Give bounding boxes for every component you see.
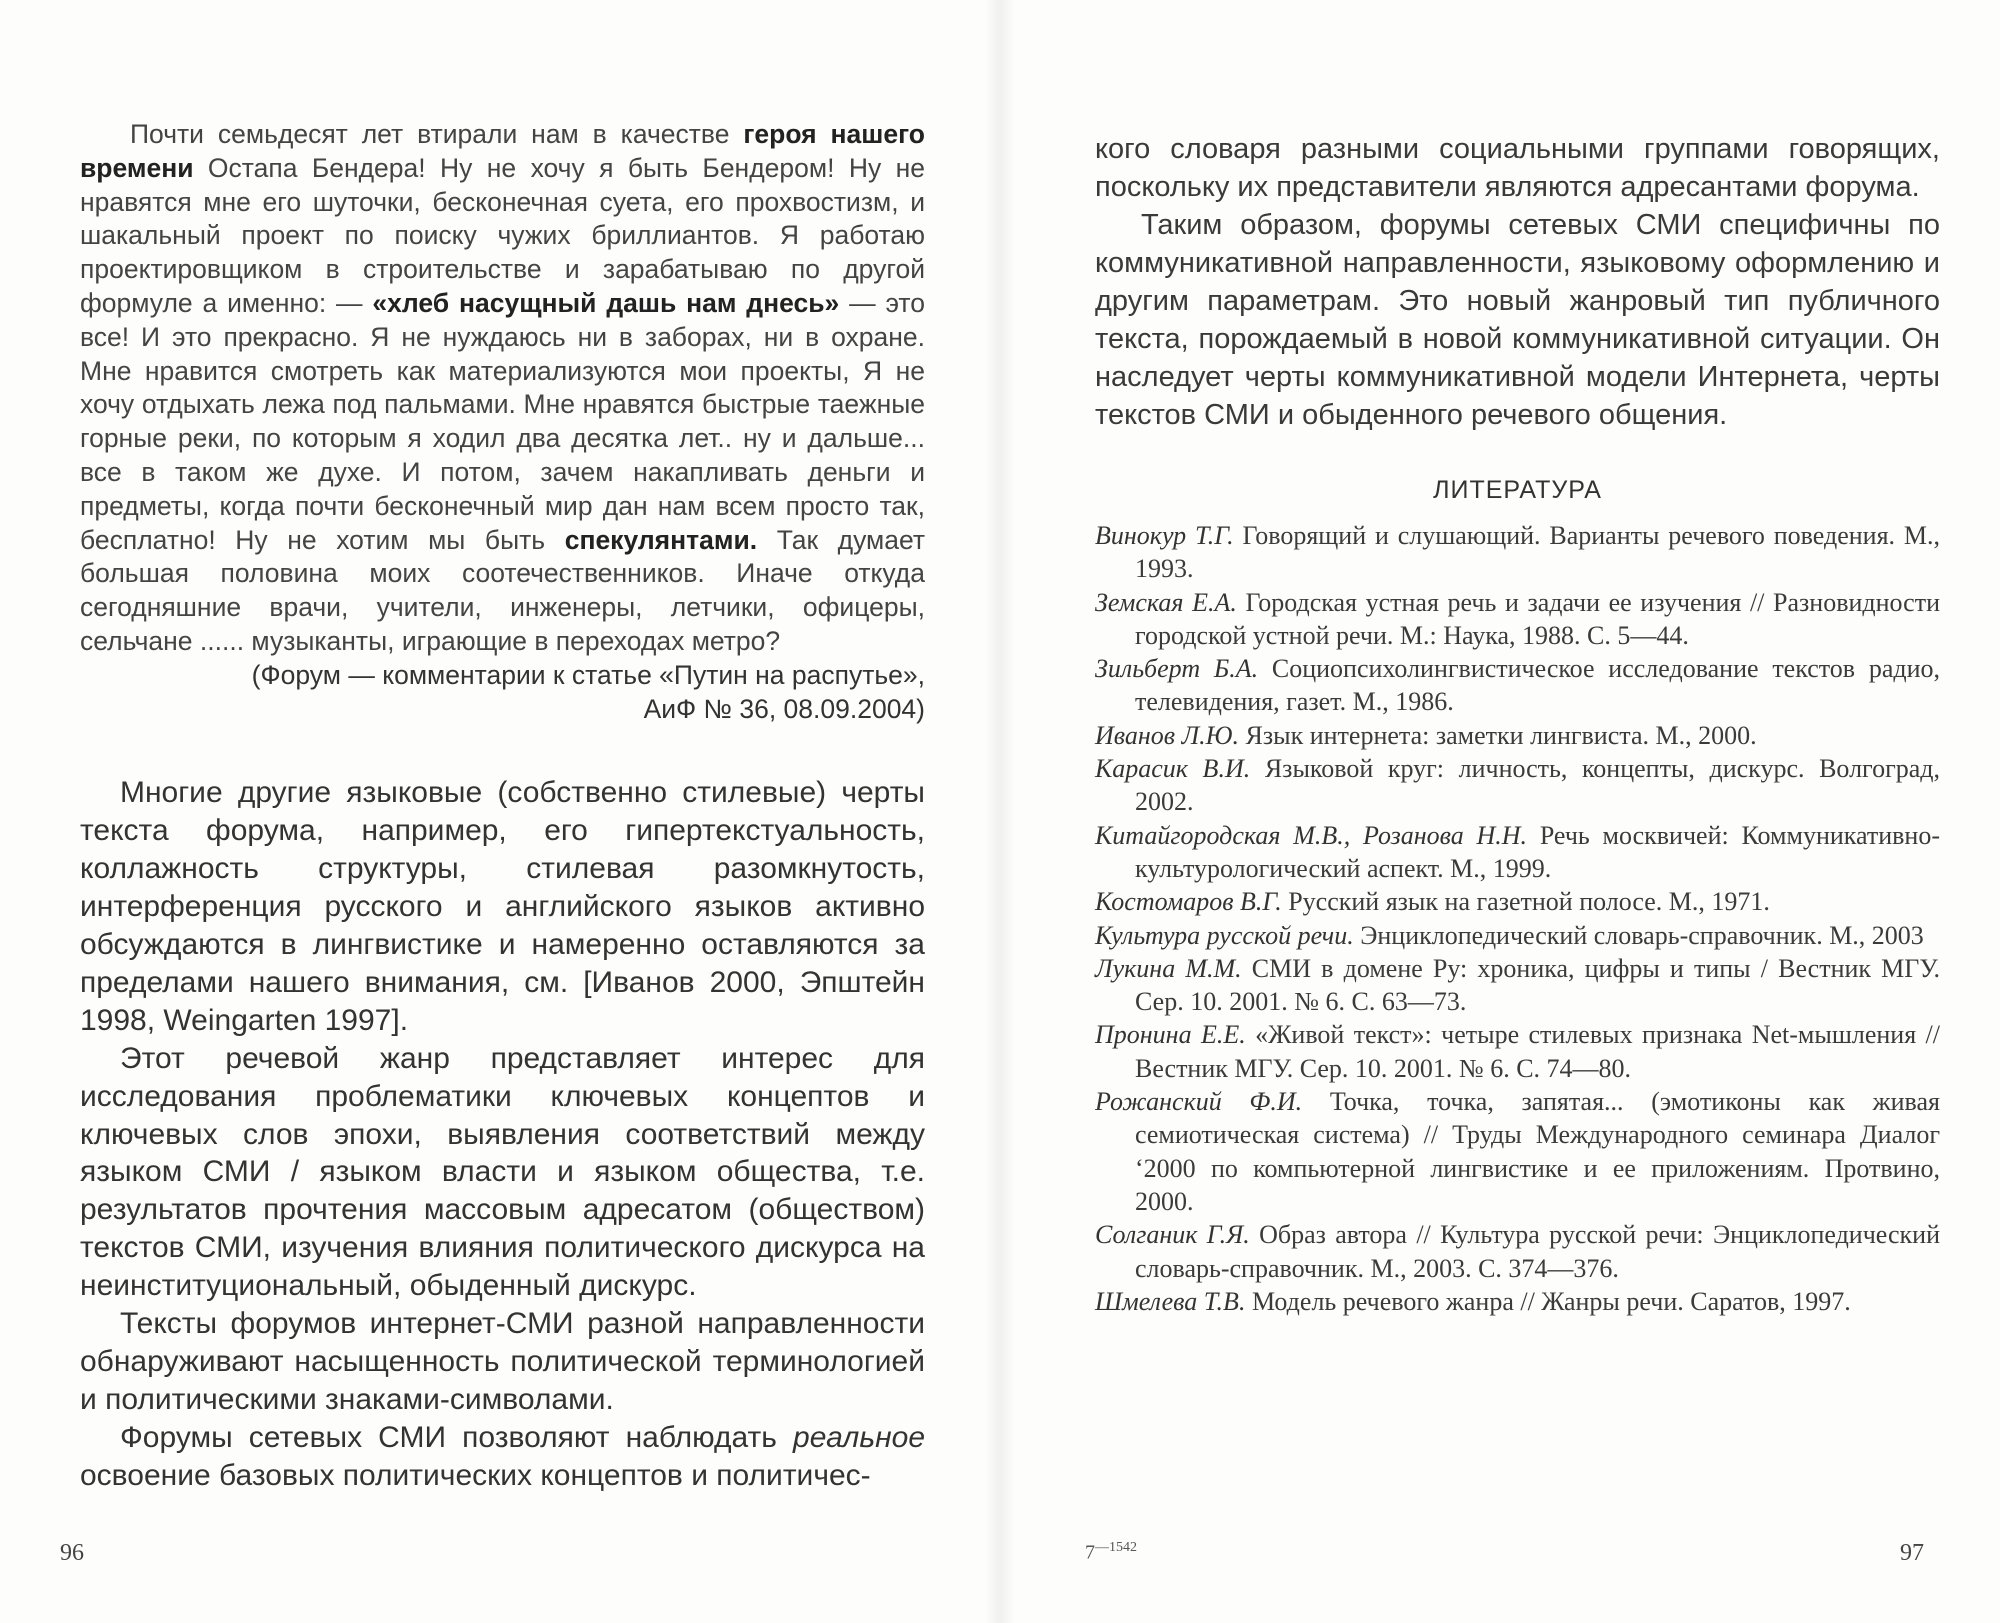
reference-text: Городская устная речь и задачи ее изучения // Разновидности городской устной речи. М.: Наука, 1988. С. 5—44. [1135,587,1940,650]
reference-text: Модель речевого жанра // Жанры речи. Саратов, 1997. [1245,1286,1851,1316]
reference-item [1095,752,1940,819]
quote-source-line: (Форум — комментарии к статье «Путин на распутье», [251,659,925,690]
paragraph [80,1419,925,1495]
reference-text: СМИ в домене Ру: хроника, цифры и типы / Вестник МГУ. Сер. 10. 2001. № 6. С. 63—73. [1135,953,1940,1017]
page-number: 96 [60,1540,84,1566]
reference-item [1095,1285,1940,1318]
left-body [80,774,925,1494]
reference-text: «Живой текст»: четыре стилевых признака Net-мышления // Вестник МГУ. Сер. 10. 2001. № 6. С. 74—80. [1135,1020,1940,1083]
right-page [1000,0,2000,1623]
reference-item [1095,952,1940,1019]
signature-number: 7 [1085,1541,1095,1564]
page-number: 97 [1900,1540,1924,1566]
quote-emphasis: спекулянтами. [564,524,758,555]
reference-item [1095,919,1940,952]
left-column [80,118,925,1495]
quote-text: Почти семьдесят лет втирали нам в качестве [130,119,744,149]
reference-text: Русский язык на газетной полосе. М., 1971. [1281,887,1770,917]
reference-author: Винокур Т.Г. [1095,521,1234,550]
paragraph: кого словаря разными социальными группами говорящих, поскольку их представители являются адресантами форума. [1095,133,1940,203]
paragraph: Таким образом, форумы сетевых СМИ специфичны по коммуникативной направленности, языковому оформлению и другим параметрам. Это новый жанровый тип публичного текста, порождаемый в новой коммуникативной ситуации. Он наследует черты коммуникативной модели Интернета, черты текстов СМИ и обыденного речевого общения. [1095,209,1940,431]
reference-author: Костомаров В.Г. [1095,887,1282,917]
reference-item [1095,586,1940,653]
reference-author: Иванов Л.Ю. [1095,720,1240,750]
reference-author: Зильберт Б.А. [1095,654,1259,684]
reference-author: Карасик В.И. [1095,754,1251,784]
right-body [1095,130,1940,434]
quote-text: Остапа Бендера! Ну не хочу я быть Бендером! Ну не нравятся мне его шуточки, бесконечная суета, его прохвостизм, и шакальный проект по поиску чужих бриллиантов. Я работаю проектировщиком в строительстве и зарабатываю по другой формуле а именно: — [80,152,925,318]
reference-text: Точка, точка, запятая... (эмотиконы как живая семиотическая система) // Труды Международного семинара Диалог ‘2000 по компьютерной лингвистике и ее приложениям. Протвино, 2000. [1135,1087,1940,1216]
reference-item [1095,1085,1940,1218]
printer-signature [1085,1540,1137,1565]
paragraph: Многие другие языковые (собственно стилевые) черты текста форума, например, его гипертекстуальность, коллажность структуры, стилевая разомкнутость, интерференция русского и английского языков активно обсуждаются в лингвистике и намеренно оставляются за пределами нашего внимания, см. [Иванов 2000, Эпштейн 1998, Weingarten 1997]. [80,776,925,1037]
paragraph-text: Форумы сетевых СМИ позволяют наблюдать [120,1420,794,1454]
reference-text: Язык интернета: заметки лингвиста. М., 2000. [1239,720,1757,750]
reference-list [1095,519,1940,1318]
reference-item [1095,1018,1940,1085]
signature-code: —1542 [1095,1540,1137,1555]
quote-paragraph [80,118,925,659]
paragraph-text: освоение базовых политических концептов и политичес- [80,1458,871,1492]
reference-item [1095,1218,1940,1285]
quote-emphasis: «хлеб насущный дашь нам днесь» [372,287,840,318]
reference-author: Солганик Г.Я. [1095,1220,1250,1250]
paragraph: Тексты форумов интернет-СМИ разной направленности обнаруживают насыщенность политической терминологией и политическими знаками-символами. [80,1307,925,1416]
reference-text: Энциклопедический словарь-справочник. М., 2003 [1353,920,1924,950]
reference-item [1095,885,1940,918]
reference-item [1095,652,1940,719]
reference-text: Социопсихолингвистическое исследование текстов радио, телевидения, газет. М., 1986. [1135,654,1940,717]
quote-text: — это все! И это прекрасно. Я не нуждаюсь ни в заборах, ни в охране. Мне нравится смотреть как материализуются мои проекты, Я не хочу отдыхать лежа под пальмами. Мне нравятся быстрые таежные горные реки, по которым я ходил два десятка лет.. ну и дальше... все в таком же духе. И потом, зачем накапливать деньги и предметы, когда почти бесконечный мир дан нам всем просто так, бесплатно! Ну не хотим мы быть [80,287,925,555]
reference-author: Культура русской речи. [1095,920,1354,950]
reference-item [1095,819,1940,886]
reference-text: Говорящий и слушающий. Варианты речевого поведения. М., 1993. [1135,521,1941,584]
right-column [1095,130,1940,1318]
reference-text: Речь москвичей: Коммуникативно-культурологический аспект. М., 1999. [1135,820,1940,883]
forum-quote [80,118,925,659]
quote-emphasis: героя нашего времени [80,119,925,183]
reference-author: Шмелева Т.В. [1095,1286,1246,1316]
reference-author: Пронина Е.Е. [1095,1020,1246,1050]
quote-text: Так думает большая половина моих соотечественников. Иначе откуда сегодняшние врачи, учители, инженеры, летчики, офицеры, сельчане ...... музыканты, играющие в переходах метро? [80,524,925,656]
paragraph: Этот речевой жанр представляет интерес для исследования проблематики ключевых концептов и ключевых слов эпохи, выявления соответствий между языком СМИ / языком власти и языком общества, т.е. результатов прочтения массовым адресатом (обществом) текстов СМИ, изучения влияния политического дискурса на неинституциональный, обыденный дискурс. [80,1041,925,1303]
reference-item [1095,719,1940,752]
reference-author: Китайгородская М.В., Розанова Н.Н. [1095,820,1528,850]
paragraph-italic: реальное [793,1420,925,1454]
reference-text: Языковой круг: личность, концепты, дискурс. Волгоград, 2002. [1135,754,1940,817]
reference-item [1095,519,1940,586]
quote-source [80,659,925,727]
reference-author: Рожанский Ф.И. [1095,1087,1303,1117]
reference-author: Земская Е.А. [1095,587,1237,617]
quote-source-line: АиФ № 36, 08.09.2004) [643,693,925,724]
literature-heading: ЛИТЕРАТУРА [1433,476,1602,504]
reference-author: Лукина М.М. [1095,953,1242,983]
reference-text: Образ автора // Культура русской речи: Энциклопедический словарь-справочник. М., 2003. С. 374—376. [1135,1220,1940,1283]
